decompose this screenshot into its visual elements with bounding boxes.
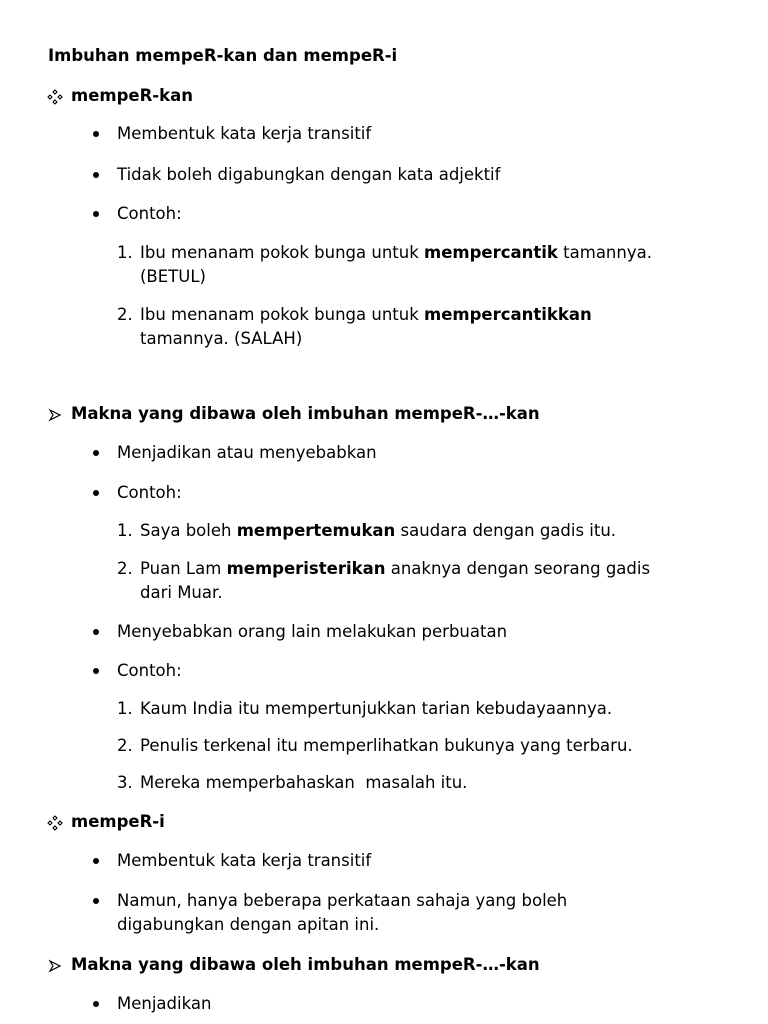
bullet-dot-icon xyxy=(93,490,99,496)
example-line: (BETUL) xyxy=(140,267,206,286)
example-keyword: mempercantikkan xyxy=(424,305,592,324)
list-number: 1. xyxy=(117,243,133,262)
arrowhead-bullet-icon xyxy=(48,408,62,422)
bullet-dot-icon xyxy=(93,211,99,217)
example-line: tamannya. (SALAH) xyxy=(140,329,303,348)
bullet-dot-icon xyxy=(93,172,99,178)
example-line: Mereka memperbahaskan masalah itu. xyxy=(140,773,468,792)
bullet-dot-icon xyxy=(93,898,99,904)
example-line: dari Muar. xyxy=(140,583,223,602)
bullet-text: Menjadikan xyxy=(117,994,212,1013)
bullet-dot-icon xyxy=(93,858,99,864)
bullet-dot-icon xyxy=(93,1001,99,1007)
example-line xyxy=(140,303,592,327)
bullet-text: Membentuk kata kerja transitif xyxy=(117,851,372,870)
four-diamond-bullet-icon xyxy=(47,89,63,105)
example-line xyxy=(140,519,616,543)
bullet-dot-icon xyxy=(93,131,99,137)
bullet-text: Membentuk kata kerja transitif xyxy=(117,124,372,143)
list-number: 2. xyxy=(117,559,133,578)
example-line: Penulis terkenal itu memperlihatkan bukunya yang terbaru. xyxy=(140,736,633,755)
bullet-text: Contoh: xyxy=(117,661,182,680)
example-keyword: mempercantik xyxy=(424,243,558,262)
bullet-dot-icon xyxy=(93,450,99,456)
example-keyword: mempertemukan xyxy=(236,521,396,540)
list-number: 1. xyxy=(117,699,133,718)
list-number: 2. xyxy=(117,736,133,755)
list-number: 2. xyxy=(117,305,133,324)
example-keyword: memperisterikan xyxy=(226,559,386,578)
section-heading: Makna yang dibawa oleh imbuhan mempeR-…-kan xyxy=(71,955,540,974)
list-number: 3. xyxy=(117,773,133,792)
bullet-dot-icon xyxy=(93,629,99,635)
list-number: 1. xyxy=(117,521,133,540)
example-text: saudara dengan gadis itu. xyxy=(395,521,617,540)
example-text: tamannya. xyxy=(557,243,652,262)
example-text: Puan Lam xyxy=(140,559,227,578)
example-line xyxy=(140,241,652,265)
bullet-text: digabungkan dengan apitan ini. xyxy=(117,915,380,934)
page-title: Imbuhan mempeR-kan dan mempeR-i xyxy=(48,46,398,65)
bullet-text: Contoh: xyxy=(117,483,182,502)
bullet-text: Contoh: xyxy=(117,204,182,223)
example-text: Ibu menanam pokok bunga untuk xyxy=(140,305,425,324)
four-diamond-bullet-icon xyxy=(47,815,63,831)
bullet-dot-icon xyxy=(93,668,99,674)
example-text: Saya boleh xyxy=(140,521,237,540)
bullet-text: Menjadikan atau menyebabkan xyxy=(117,443,377,462)
bullet-text: Tidak boleh digabungkan dengan kata adjektif xyxy=(117,165,501,184)
section-heading: mempeR-kan xyxy=(71,86,193,105)
example-text: anaknya dengan seorang gadis xyxy=(385,559,651,578)
section-heading: mempeR-i xyxy=(71,812,165,831)
bullet-text: Menyebabkan orang lain melakukan perbuatan xyxy=(117,622,508,641)
example-line: Kaum India itu mempertunjukkan tarian kebudayaannya. xyxy=(140,699,613,718)
section-heading: Makna yang dibawa oleh imbuhan mempeR-…-kan xyxy=(71,404,540,423)
arrowhead-bullet-icon xyxy=(48,959,62,973)
example-line xyxy=(140,557,650,581)
example-text: Ibu menanam pokok bunga untuk xyxy=(140,243,425,262)
bullet-text: Namun, hanya beberapa perkataan sahaja yang boleh xyxy=(117,891,568,910)
